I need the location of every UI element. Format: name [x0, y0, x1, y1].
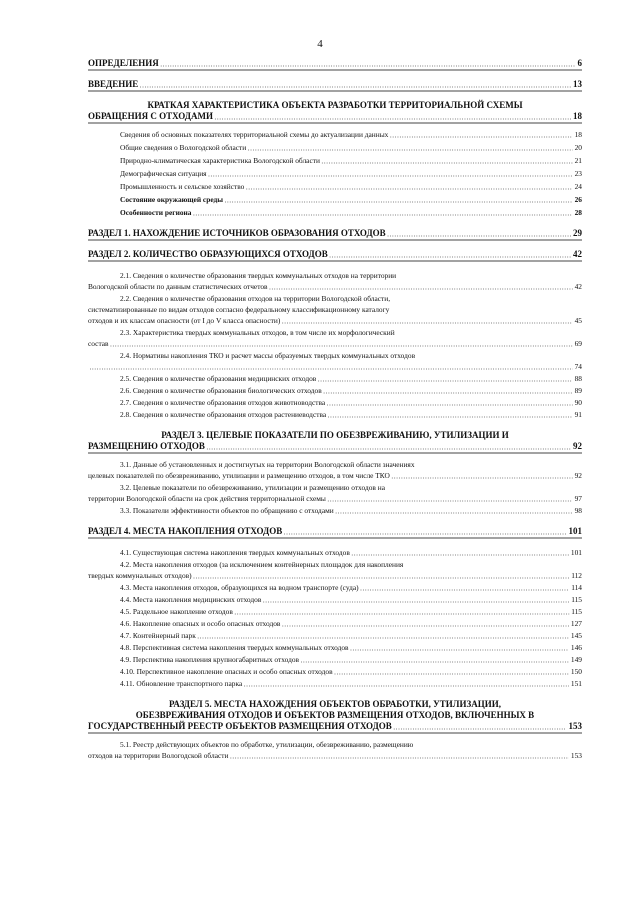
toc-subsection[interactable]: 5.1. Реестр действующих объектов по обработке, утилизации, обезвреживанию, размещению — [120, 740, 414, 749]
toc-page-number[interactable]: 145 — [570, 631, 582, 640]
toc-page-number[interactable]: 92 — [574, 471, 582, 480]
toc-subsection[interactable]: Сведения об основных показателях территориальной схемы до актуализации данных — [120, 130, 389, 139]
toc-page-number[interactable]: 153 — [568, 721, 582, 731]
toc-section[interactable]: РАЗМЕЩЕНИЮ ОТХОДОВ — [88, 441, 205, 451]
toc-page-number[interactable]: 101 — [568, 526, 582, 536]
toc-subsection[interactable]: 3.1. Данные об установленных и достигнутых на территории Вологодской области значениях — [120, 460, 415, 469]
toc-page-number[interactable]: 6 — [577, 58, 582, 68]
toc-subsection[interactable]: 2.2. Сведения о количестве образования отходов на территории Вологодской области, — [120, 294, 391, 303]
toc-subsection[interactable]: 4.3. Места накопления отходов, образующихся на водном транспорте (суда) — [120, 583, 359, 592]
toc-subsection[interactable]: 4.5. Раздельное накопление отходов — [120, 607, 233, 616]
toc-page-number[interactable]: 101 — [570, 548, 582, 557]
toc-subsection[interactable]: Особенности региона — [120, 208, 192, 217]
toc-page-number[interactable]: 29 — [573, 228, 582, 238]
toc-subsection[interactable]: 4.9. Перспектива накопления крупногабаритных отходов — [120, 655, 300, 664]
toc-subsection[interactable]: 2.4. Нормативы накопления ТКО и расчет массы образуемых твердых коммунальных отходов — [120, 351, 416, 360]
toc-page-number[interactable]: 115 — [571, 607, 582, 616]
toc-canvas — [88, 58, 582, 838]
toc-subsection[interactable]: 4.10. Перспективное накопление опасных и особо опасных отходов — [120, 667, 333, 676]
toc-subsection[interactable]: твердых коммунальных отходов) — [88, 571, 192, 580]
toc-page-number[interactable]: 45 — [574, 316, 582, 325]
toc-section[interactable]: РАЗДЕЛ 1. НАХОЖДЕНИЕ ИСТОЧНИКОВ ОБРАЗОВАНИЯ ОТХОДОВ — [88, 228, 386, 238]
toc-subsection[interactable]: 4.7. Контейнерный парк — [120, 631, 196, 640]
toc-section[interactable]: ОБЕЗВРЕЖИВАНИЯ ОТХОДОВ И ОБЪЕКТОВ РАЗМЕЩЕНИЯ ОТХОДОВ, ВКЛЮЧЕННЫХ В — [135, 710, 535, 720]
toc-section[interactable]: РАЗДЕЛ 2. КОЛИЧЕСТВО ОБРАЗУЮЩИХСЯ ОТХОДОВ — [88, 249, 328, 259]
toc-subsection[interactable]: 2.6. Сведения о количестве образования биологических отходов — [120, 386, 322, 395]
toc-page-number[interactable]: 153 — [570, 751, 582, 760]
toc-subsection[interactable]: 4.6. Накопление опасных и особо опасных отходов — [120, 619, 281, 628]
toc-subsection[interactable]: Вологодской области по данным статистических отчетов — [88, 282, 268, 291]
toc-page-number[interactable]: 20 — [574, 143, 582, 152]
toc-page-number[interactable]: 146 — [570, 643, 582, 652]
toc-page-number[interactable]: 13 — [573, 79, 582, 89]
toc-subsection[interactable]: 2.7. Сведения о количестве образования отходов животноводства — [120, 398, 326, 407]
toc-page-number[interactable]: 42 — [574, 282, 582, 291]
toc-page-number[interactable]: 69 — [574, 339, 582, 348]
toc-subsection[interactable]: Демографическая ситуация — [120, 169, 207, 178]
toc-subsection[interactable]: 2.1. Сведения о количестве образования твердых коммунальных отходов на территории — [120, 271, 397, 280]
toc-page-number[interactable]: 18 — [573, 111, 582, 121]
toc-subsection[interactable]: Природно-климатическая характеристика Вологодской области — [120, 156, 320, 165]
toc-page-number[interactable]: 112 — [571, 571, 582, 580]
toc-subsection[interactable]: систематизированные по видам отходов согласно федеральному классификационному каталогу — [88, 305, 390, 314]
toc-subsection[interactable]: 2.5. Сведения о количестве образования медицинских отходов — [120, 374, 317, 383]
toc-page-number[interactable]: 114 — [571, 583, 582, 592]
toc-page-number[interactable]: 21 — [574, 156, 582, 165]
toc-page-number[interactable]: 74 — [574, 362, 582, 371]
toc-section[interactable]: РАЗДЕЛ 4. МЕСТА НАКОПЛЕНИЯ ОТХОДОВ — [88, 526, 283, 536]
toc-section[interactable]: ВВЕДЕНИЕ — [88, 79, 139, 89]
toc-page-number[interactable]: 23 — [574, 169, 582, 178]
toc-subsection[interactable]: 3.3. Показатели эффективности объектов по обращению с отходами — [120, 506, 334, 515]
toc-subsection[interactable]: 3.2. Целевые показатели по обезвреживанию, утилизации и размещению отходов на — [120, 483, 385, 492]
toc-section[interactable]: КРАТКАЯ ХАРАКТЕРИСТИКА ОБЪЕКТА РАЗРАБОТКИ ТЕРРИТОРИАЛЬНОЙ СХЕМЫ — [147, 100, 523, 110]
toc-section[interactable]: ОБРАЩЕНИЯ С ОТХОДАМИ — [88, 111, 213, 121]
toc-page-number[interactable]: 24 — [574, 182, 582, 191]
toc-section[interactable]: РАЗДЕЛ 5. МЕСТА НАХОЖДЕНИЯ ОБЪЕКТОВ ОБРАБОТКИ, УТИЛИЗАЦИИ, — [168, 699, 502, 709]
toc-page-number[interactable]: 89 — [574, 386, 582, 395]
toc-subsection[interactable]: 4.2. Места накопления отходов (за исключением контейнерных площадок для накопления — [120, 560, 404, 569]
toc-section[interactable]: РАЗДЕЛ 3. ЦЕЛЕВЫЕ ПОКАЗАТЕЛИ ПО ОБЕЗВРЕЖИВАНИЮ, УТИЛИЗАЦИИ И — [161, 430, 509, 440]
toc-page-number[interactable]: 26 — [574, 195, 582, 204]
toc-page-number[interactable]: 88 — [574, 374, 582, 383]
toc-subsection[interactable]: 4.8. Перспективная система накопления твердых коммунальных отходов — [120, 643, 349, 652]
toc-page-number[interactable]: 151 — [570, 679, 582, 688]
toc-page-number[interactable]: 150 — [570, 667, 582, 676]
toc-subsection[interactable]: 4.11. Обновление транспортного парка — [120, 679, 243, 688]
toc-section[interactable]: ГОСУДАРСТВЕННЫЙ РЕЕСТР ОБЪЕКТОВ РАЗМЕЩЕНИЯ ОТХОДОВ — [88, 721, 392, 731]
toc-subsection[interactable]: целевых показателей по обезвреживанию, утилизации и размещению отходов, в том числе ТКО — [88, 471, 390, 480]
toc-subsection[interactable]: Промышленность и сельское хозяйство — [120, 182, 245, 191]
toc-subsection[interactable]: Состояние окружающей среды — [120, 195, 224, 204]
toc-section[interactable]: ОПРЕДЕЛЕНИЯ — [88, 58, 159, 68]
page-number: 4 — [317, 38, 323, 50]
toc-page-number[interactable]: 149 — [570, 655, 582, 664]
toc-subsection[interactable]: территории Вологодской области на срок действия территориальной схемы — [88, 494, 326, 503]
toc-page-number[interactable]: 28 — [574, 208, 582, 217]
toc-subsection[interactable]: 2.3. Характеристика твердых коммунальных отходов, в том числе их морфологический — [120, 328, 395, 337]
toc-subsection[interactable]: отходов и их классам опасности (от I до V класса опасности) — [88, 316, 281, 325]
toc-page-number[interactable]: 115 — [571, 595, 582, 604]
toc-page-number[interactable]: 91 — [574, 410, 582, 419]
toc-subsection[interactable]: 2.8. Сведения о количестве образования отходов растениеводства — [120, 410, 327, 419]
toc-page-number[interactable]: 42 — [573, 249, 582, 259]
toc-page-number[interactable]: 92 — [573, 441, 582, 451]
toc-page-number[interactable]: 97 — [574, 494, 582, 503]
toc-page-number[interactable]: 98 — [574, 506, 582, 515]
toc-subsection[interactable]: 4.1. Существующая система накопления твердых коммунальных отходов — [120, 548, 350, 557]
toc-subsection[interactable]: 4.4. Места накопления медицинских отходов — [120, 595, 262, 604]
toc-subsection[interactable]: отходов на территории Вологодской области — [88, 751, 229, 760]
toc-subsection[interactable]: Общие сведения о Вологодской области — [120, 143, 247, 152]
toc-page-number[interactable]: 18 — [574, 130, 582, 139]
toc-page-number[interactable]: 90 — [574, 398, 582, 407]
toc-subsection[interactable]: состав — [88, 339, 109, 348]
toc-page-number[interactable]: 127 — [570, 619, 582, 628]
